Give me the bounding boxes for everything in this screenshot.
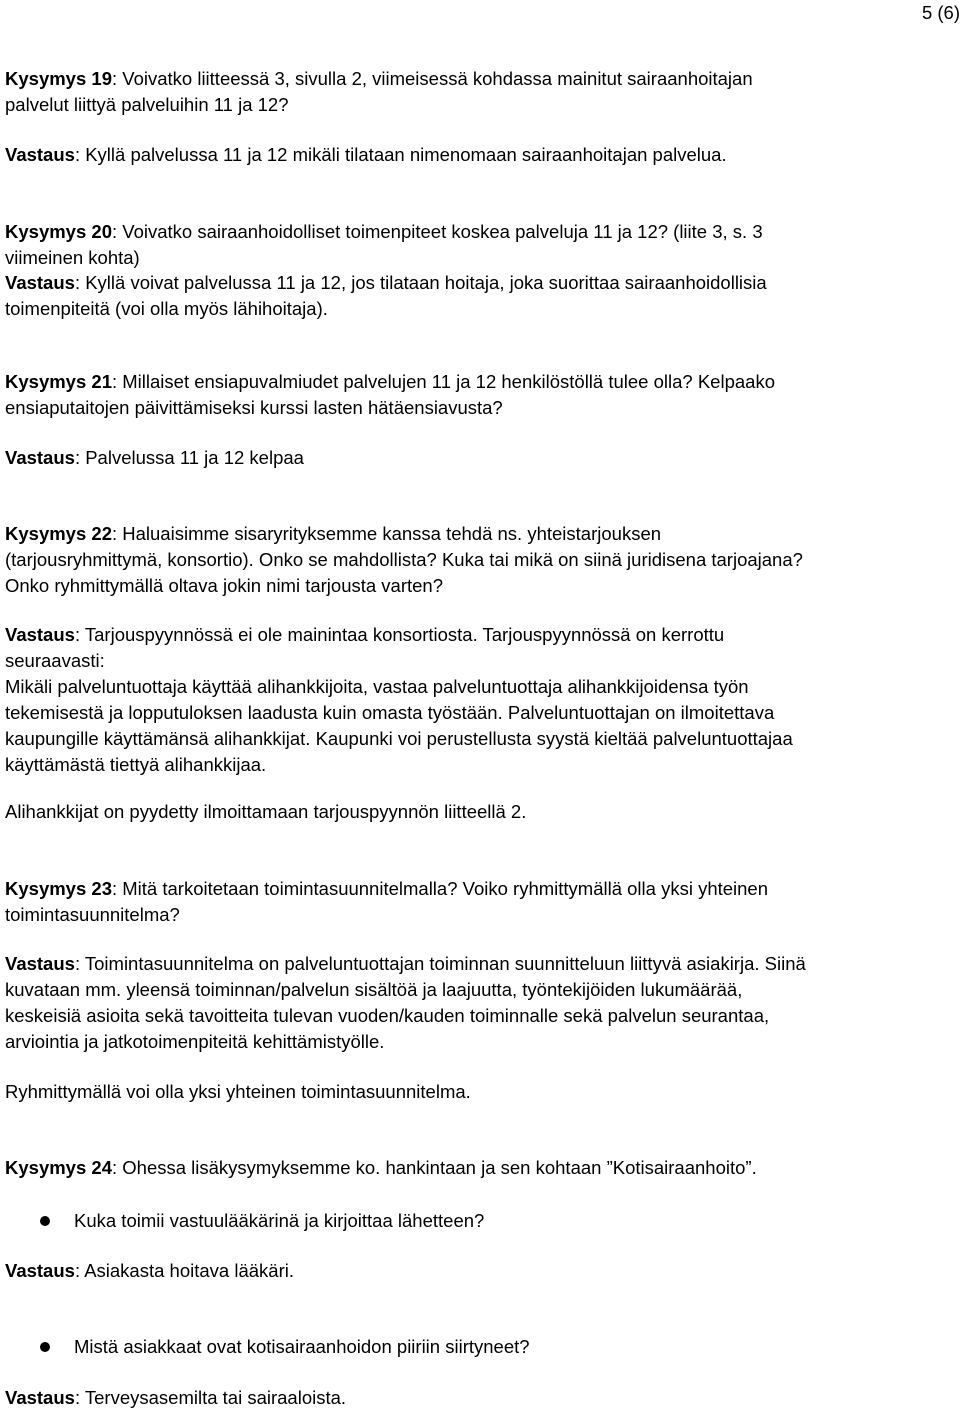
answer-24-2 [5,1385,955,1411]
answer-text: : Kyllä palvelussa 11 ja 12 mikäli tilataan nimenomaan sairaanhoitajan palvelua. [74,144,727,165]
question-text: Onko ryhmittymällä oltava jokin nimi tarjousta varten? [5,575,444,596]
answer-label: Vastaus [5,1260,75,1281]
question-number: 23 [91,878,112,899]
question-text: : Voivatko sairaanhoidolliset toimenpiteet koskea palveluja 11 ja 12? (liite 3, s. 3 [111,221,763,242]
answer-20 [5,270,955,322]
question-text: palvelut liittyä palveluihin 11 ja 12? [5,94,289,115]
answer-label: Vastaus [5,1387,75,1408]
question-text: : Ohessa lisäkysymyksemme ko. hankintaan ja sen kohtaan ”Kotisairaanhoito”. [111,1157,757,1178]
question-text: viimeinen kohta) [5,247,140,268]
question-number: 20 [91,221,112,242]
answer-label: Vastaus [5,624,75,645]
answer-19 [5,142,955,168]
bullet-icon [40,1342,50,1352]
question-text: (tarjousryhmittymä, konsortio). Onko se mahdollista? Kuka tai mikä on siinä juridisena tarjoajana? [5,549,803,570]
question-23 [5,876,955,928]
answer-text: tekemisestä ja lopputuloksen laadusta kuin omasta työstään. Palveluntuottajan on ilmoitettava [5,702,775,723]
answer-text: keskeisiä asioita sekä tavoitteita tulevan vuoden/kauden toiminnalle sekä palvelun seurantaa, [5,1005,770,1026]
question-number: 19 [91,68,112,89]
question-text: toimintasuunnitelma? [5,904,180,925]
answer-text: : Palvelussa 11 ja 12 kelpaa [74,447,304,468]
question-number: 22 [91,523,112,544]
answer-label: Vastaus [5,144,75,165]
question-label: Kysymys [5,68,87,89]
question-19 [5,66,955,118]
question-number: 24 [91,1157,112,1178]
answer-23 [5,951,955,1055]
question-text: : Mitä tarkoitetaan toimintasuunnitelmalla? Voiko ryhmittymällä olla yksi yhteinen [111,878,769,899]
answer-23-extra: Ryhmittymällä voi olla yksi yhteinen toimintasuunnitelma. [5,1081,471,1102]
answer-text: : Asiakasta hoitava lääkäri. [74,1260,294,1281]
question-label: Kysymys [5,878,87,899]
answer-text: : Toimintasuunnitelma on palveluntuottajan toiminnan suunnitteluun liittyvä asiakirja. Siinä [74,953,806,974]
answer-text: kaupungille käyttämänsä alihankkijat. Kaupunki voi perustellusta syystä kieltää palveluntuottajaa [5,728,793,749]
answer-label: Vastaus [5,272,75,293]
question-label: Kysymys [5,1157,87,1178]
question-22 [5,521,955,599]
answer-label: Vastaus [5,953,75,974]
answer-text: : Terveysasemilta tai sairaaloista. [74,1387,347,1408]
page-number: 5 (6) [921,2,960,23]
answer-label: Vastaus [5,447,75,468]
question-text: : Voivatko liitteessä 3, sivulla 2, viimeisessä kohdassa mainitut sairaanhoitajan [111,68,753,89]
question-text: : Millaiset ensiapuvalmiudet palvelujen 11 ja 12 henkilöstöllä tulee olla? Kelpaako [111,371,775,392]
question-number: 21 [91,371,112,392]
answer-24-1 [5,1258,955,1284]
sub-question: Mistä asiakkaat ovat kotisairaanhoidon piiriin siirtyneet? [74,1336,530,1357]
answer-22-extra: Alihankkijat on pyydetty ilmoittamaan tarjouspyynnön liitteellä 2. [5,801,527,822]
answer-21 [5,445,955,471]
answer-text: : Tarjouspyynnössä ei ole mainintaa konsortiosta. Tarjouspyynnössä on kerrottu [74,624,725,645]
question-24 [5,1155,955,1181]
question-label: Kysymys [5,221,87,242]
answer-text: : Kyllä voivat palvelussa 11 ja 12, jos tilataan hoitaja, joka suorittaa sairaanhoidollisia [74,272,767,293]
answer-text: Mikäli palveluntuottaja käyttää alihankkijoita, vastaa palveluntuottaja alihankkijoidensa työn [5,676,749,697]
question-20 [5,219,955,271]
answer-text: seuraavasti: [5,650,105,671]
answer-text: käyttämästä tiettyä alihankkijaa. [5,754,267,775]
answer-22 [5,622,955,778]
question-label: Kysymys [5,523,87,544]
bullet-icon [40,1216,50,1226]
sub-question: Kuka toimii vastuulääkärinä ja kirjoittaa lähetteen? [74,1210,485,1231]
question-21 [5,369,955,421]
question-text: ensiaputaitojen päivittämiseksi kurssi lasten hätäensiavusta? [5,397,503,418]
question-label: Kysymys [5,371,87,392]
answer-text: toimenpiteitä (voi olla myös lähihoitaja). [5,298,328,319]
answer-text: arviointia ja jatkotoimenpiteitä kehittämistyölle. [5,1031,385,1052]
answer-text: kuvataan mm. yleensä toiminnan/palvelun sisältöä ja laajuutta, työntekijöiden lukumäärää, [5,979,743,1000]
question-text: : Haluaisimme sisaryrityksemme kanssa tehdä ns. yhteistarjouksen [111,523,662,544]
